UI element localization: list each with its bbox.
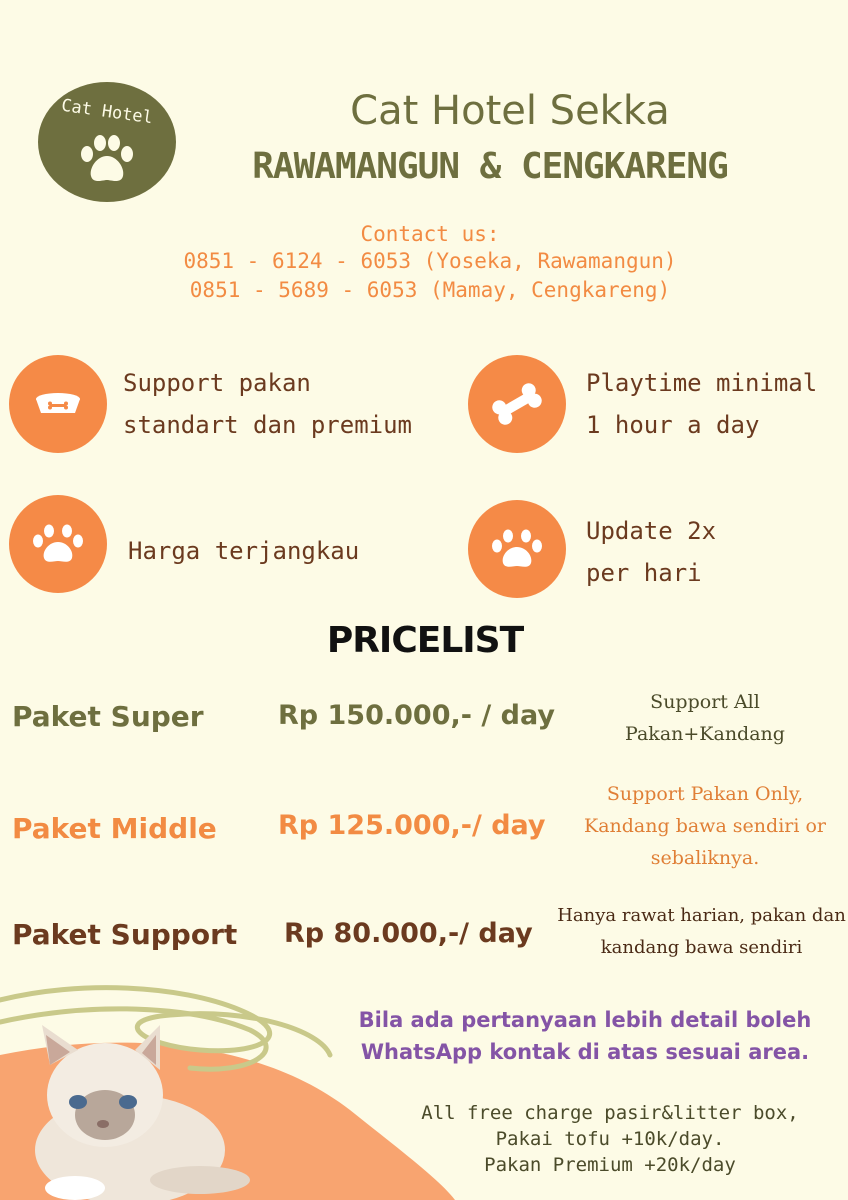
- bone-icon: [468, 355, 566, 453]
- charges-line-3: Pakan Premium +20k/day: [484, 1154, 736, 1176]
- extra-charges-text: [370, 1100, 848, 1178]
- contact-phone-mamay: 0851 - 5689 - 6053 (Mamay, Cengkareng): [189, 278, 671, 302]
- feature-price-text: Harga terjangkau: [128, 537, 360, 565]
- contact-phone-yoseka: 0851 - 6124 - 6053 (Yoseka, Rawamangun): [183, 249, 677, 273]
- package-support-note-line-2: kandang bawa sendiri: [600, 937, 803, 958]
- charges-line-2: Pakai tofu +10k/day.: [495, 1128, 725, 1150]
- cat-photo: [20, 1020, 260, 1200]
- feature-circle-food: [9, 355, 107, 453]
- logo: [38, 82, 176, 202]
- feature-update-text: [586, 510, 716, 594]
- feature-food-line-2: standart dan premium: [123, 411, 412, 439]
- page-subtitle: RAWAMANGUN & CENGKARENG: [252, 146, 728, 187]
- food-bowl-icon: [9, 355, 107, 453]
- paw-icon: [77, 134, 137, 186]
- feature-playtime-line-1: Playtime minimal: [586, 369, 818, 397]
- feature-circle-playtime: [468, 355, 566, 453]
- feature-playtime-text: [586, 362, 817, 446]
- package-middle-note-line-1: Support Pakan Only,: [606, 783, 804, 805]
- package-super-name: Paket Super: [12, 700, 204, 733]
- package-support-note: [555, 900, 848, 964]
- package-super-price: Rp 150.000,- / day: [278, 700, 555, 731]
- package-super-note: [590, 686, 820, 750]
- package-middle-price: Rp 125.000,-/ day: [278, 810, 546, 841]
- feature-update-line-2: per hari: [586, 559, 702, 587]
- page-title: Cat Hotel Sekka: [350, 88, 670, 134]
- feature-circle-update: [468, 500, 566, 598]
- feature-update-line-1: Update 2x: [586, 517, 717, 545]
- package-super-note-line-2: Pakan+Kandang: [625, 723, 785, 745]
- feature-circle-price: [9, 495, 107, 593]
- charges-line-1: All free charge pasir&litter box,: [421, 1102, 799, 1124]
- feature-playtime-line-2: 1 hour a day: [586, 411, 760, 439]
- question-line-1: Bila ada pertanyaan lebih detail boleh: [358, 1008, 812, 1032]
- pricelist-title: PRICELIST: [326, 620, 524, 661]
- feature-food-line-1: Support pakan: [123, 369, 311, 397]
- package-middle-note-line-3: sebaliknya.: [650, 847, 760, 869]
- feature-food-text: [123, 362, 412, 446]
- package-middle-note: [565, 778, 845, 874]
- package-middle-note-line-2: Kandang bawa sendiri or: [584, 815, 826, 837]
- paw-icon: [9, 495, 107, 593]
- question-line-2: WhatsApp kontak di atas sesuai area.: [360, 1040, 810, 1064]
- package-middle-name: Paket Middle: [12, 812, 217, 845]
- package-support-name: Paket Support: [12, 918, 238, 951]
- contact-label: Contact us:: [360, 222, 500, 246]
- paw-icon: [468, 500, 566, 598]
- package-support-note-line-1: Hanya rawat harian, pakan dan: [557, 905, 846, 926]
- package-super-note-line-1: Support All: [650, 691, 760, 713]
- whatsapp-question-text: [320, 1004, 848, 1068]
- logo-text: Cat Hotel: [59, 95, 155, 129]
- package-support-price: Rp 80.000,-/ day: [284, 918, 533, 949]
